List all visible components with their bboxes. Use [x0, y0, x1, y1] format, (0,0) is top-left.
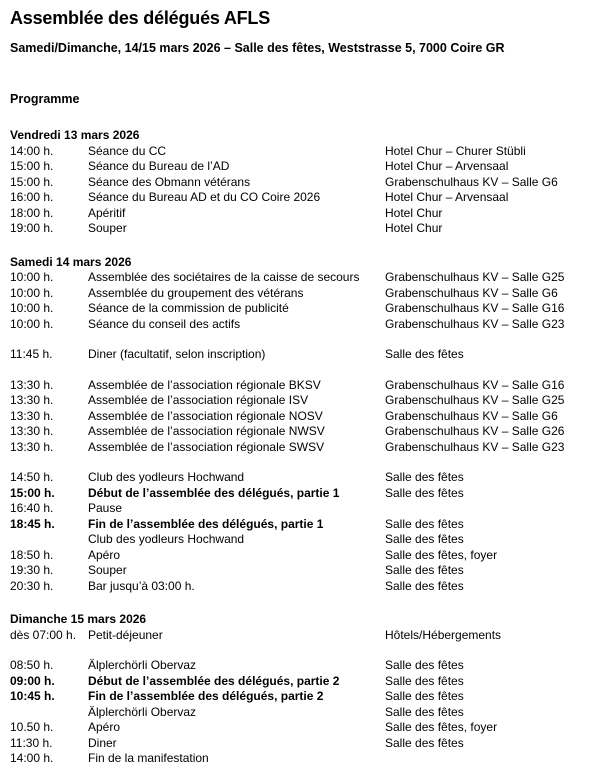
- location-cell: Hôtels/Hébergements: [385, 627, 502, 642]
- schedule-group: [10, 628, 594, 644]
- schedule-row: [10, 206, 594, 222]
- schedule-row: [10, 486, 594, 502]
- day-groups: [10, 144, 594, 237]
- location-cell: Salle des fêtes: [385, 563, 464, 577]
- location-cell: Grabenschulhaus KV – Salle G25: [385, 270, 565, 284]
- schedule-row: [10, 674, 594, 690]
- event-cell: Petit-déjeuner: [88, 627, 163, 642]
- location-cell: Hotel Chur – Arvensaal: [385, 159, 509, 173]
- time-cell: 10:00 h.: [10, 301, 54, 315]
- schedule-row: [10, 378, 594, 394]
- time-cell: 13:30 h.: [10, 393, 54, 407]
- schedule-group: [10, 347, 594, 363]
- time-cell: 08:50 h.: [10, 658, 54, 672]
- schedule-group: [10, 658, 594, 767]
- time-cell: 18:45 h.: [10, 516, 55, 531]
- event-cell: Diner: [88, 735, 117, 750]
- event-cell: Assemblée des sociétaires de la caisse de secours: [88, 270, 360, 284]
- schedule-row: [10, 548, 594, 564]
- event-cell: Fin de la manifestation: [88, 751, 209, 765]
- schedule-row: [10, 532, 594, 548]
- time-cell: 15:00 h.: [10, 485, 55, 500]
- location-cell: Grabenschulhaus KV – Salle G6: [385, 174, 558, 189]
- day-groups: [10, 628, 594, 767]
- document-title: Assemblée des délégués AFLS: [10, 8, 271, 28]
- schedule-row: [10, 579, 594, 595]
- location-cell: Grabenschulhaus KV – Salle G16: [385, 301, 565, 315]
- schedule-row: [10, 705, 594, 721]
- event-cell: Souper: [88, 221, 127, 235]
- day-section: [10, 612, 594, 767]
- day-section: [10, 128, 594, 237]
- event-cell: Apéro: [88, 720, 121, 734]
- event-cell: Début de l’assemblée des délégués, partie 1: [88, 485, 340, 500]
- day-section: [10, 255, 594, 595]
- event-cell: Älplerchörli Obervaz: [88, 704, 197, 719]
- schedule-row: [10, 751, 594, 767]
- event-cell: Älplerchörli Obervaz: [88, 658, 197, 672]
- schedule-group: [10, 270, 594, 332]
- schedule-row: [10, 720, 594, 736]
- schedule-row: [10, 393, 594, 409]
- location-cell: Grabenschulhaus KV – Salle G23: [385, 316, 565, 331]
- event-cell: Début de l’assemblée des délégués, partie 2: [88, 673, 340, 688]
- schedule-group: [10, 378, 594, 456]
- time-cell: 10:45 h.: [10, 689, 55, 703]
- time-cell: 13:30 h.: [10, 439, 54, 454]
- location-cell: Salle des fêtes: [385, 485, 464, 500]
- event-cell: Pause: [88, 501, 123, 515]
- location-cell: Hotel Chur: [385, 221, 443, 235]
- time-cell: 19:00 h.: [10, 221, 54, 235]
- programme-heading: Programme: [10, 92, 80, 106]
- time-cell: 14:50 h.: [10, 470, 54, 484]
- location-cell: Grabenschulhaus KV – Salle G16: [385, 377, 565, 392]
- location-cell: [385, 501, 594, 517]
- time-cell: 20:30 h.: [10, 578, 54, 593]
- schedule-row: [10, 689, 594, 705]
- time-cell: 16:00 h.: [10, 190, 54, 204]
- day-groups: [10, 270, 594, 594]
- schedule-row: [10, 409, 594, 425]
- schedule-row: [10, 175, 594, 191]
- location-cell: [385, 751, 594, 767]
- event-cell: Séance du CC: [88, 143, 167, 158]
- event-cell: Séance du Bureau AD et du CO Coire 2026: [88, 190, 321, 204]
- location-cell: Salle des fêtes: [385, 578, 464, 593]
- time-cell: dès 07:00 h.: [10, 627, 77, 642]
- event-cell: Apéritif: [88, 205, 126, 220]
- time-cell: 16:40 h.: [10, 501, 54, 515]
- schedule-row: [10, 628, 594, 644]
- time-cell: 14:00 h.: [10, 143, 54, 158]
- schedule-row: [10, 517, 594, 533]
- schedule-row: [10, 658, 594, 674]
- time-cell: 10:00 h.: [10, 285, 54, 300]
- location-cell: Grabenschulhaus KV – Salle G25: [385, 393, 565, 407]
- time-cell: [10, 705, 88, 721]
- schedule-row: [10, 159, 594, 175]
- event-cell: Fin de l’assemblée des délégués, partie 1: [88, 516, 324, 531]
- schedule-group: [10, 144, 594, 237]
- event-cell: Séance du Bureau de l’AD: [88, 159, 230, 173]
- schedule-row: [10, 501, 594, 517]
- event-cell: Séance des Obmann vétérans: [88, 174, 251, 189]
- location-cell: Salle des fêtes: [385, 347, 464, 361]
- day-header: Vendredi 13 mars 2026: [10, 128, 140, 142]
- time-cell: 09:00 h.: [10, 673, 55, 688]
- event-cell: Bar jusqu’à 03:00 h.: [88, 578, 195, 593]
- time-cell: 13:30 h.: [10, 408, 54, 423]
- location-cell: Salle des fêtes: [385, 673, 464, 688]
- time-cell: 14:00 h.: [10, 751, 54, 765]
- location-cell: Hotel Chur – Churer Stübli: [385, 143, 526, 158]
- location-cell: Salle des fêtes: [385, 704, 464, 719]
- time-cell: 15:00 h.: [10, 159, 54, 173]
- schedule-row: [10, 347, 594, 363]
- day-header: Samedi 14 mars 2026: [10, 254, 132, 269]
- schedule-row: [10, 270, 594, 286]
- location-cell: Salle des fêtes: [385, 735, 464, 750]
- time-cell: 11:45 h.: [10, 347, 53, 361]
- event-cell: Séance du conseil des actifs: [88, 316, 241, 331]
- location-cell: Hotel Chur: [385, 205, 443, 220]
- location-cell: Salle des fêtes: [385, 516, 464, 531]
- location-cell: Grabenschulhaus KV – Salle G6: [385, 408, 558, 423]
- event-cell: Fin de l’assemblée des délégués, partie 2: [88, 689, 324, 703]
- time-cell: 10:00 h.: [10, 316, 54, 331]
- location-cell: Salle des fêtes: [385, 532, 464, 546]
- time-cell: 19:30 h.: [10, 563, 54, 577]
- time-cell: [10, 532, 88, 548]
- time-cell: 18:50 h.: [10, 547, 54, 562]
- time-cell: 13:30 h.: [10, 424, 54, 438]
- schedule-group: [10, 470, 594, 594]
- schedule-row: [10, 736, 594, 752]
- event-cell: Assemblée de l’association régionale BKSV: [88, 377, 321, 392]
- time-cell: 11:30 h.: [10, 735, 53, 750]
- event-cell: Club des yodleurs Hochwand: [88, 532, 245, 546]
- event-cell: Apéro: [88, 547, 121, 562]
- event-cell: Diner (facultatif, selon inscription): [88, 347, 266, 361]
- event-cell: Assemblée de l’association régionale NWSV: [88, 424, 325, 438]
- schedule-row: [10, 440, 594, 456]
- location-cell: Salle des fêtes: [385, 658, 464, 672]
- schedule-row: [10, 563, 594, 579]
- schedule-row: [10, 317, 594, 333]
- event-cell: Assemblée de l’association régionale ISV: [88, 393, 309, 407]
- location-cell: Grabenschulhaus KV – Salle G6: [385, 285, 558, 300]
- location-cell: Salle des fêtes: [385, 689, 464, 703]
- location-cell: Grabenschulhaus KV – Salle G23: [385, 439, 565, 454]
- event-cell: Club des yodleurs Hochwand: [88, 470, 245, 484]
- document-subtitle: Samedi/Dimanche, 14/15 mars 2026 – Salle des fêtes, Weststrasse 5, 7000 Coire GR: [10, 41, 505, 55]
- schedule: [10, 128, 594, 767]
- location-cell: Grabenschulhaus KV – Salle G26: [385, 424, 565, 438]
- location-cell: Salle des fêtes, foyer: [385, 547, 498, 562]
- event-cell: Assemblée du groupement des vétérans: [88, 285, 304, 300]
- schedule-row: [10, 286, 594, 302]
- location-cell: Salle des fêtes: [385, 470, 464, 484]
- schedule-row: [10, 221, 594, 237]
- event-cell: Souper: [88, 563, 127, 577]
- schedule-row: [10, 190, 594, 206]
- schedule-row: [10, 301, 594, 317]
- time-cell: 10.50 h.: [10, 720, 54, 734]
- schedule-row: [10, 470, 594, 486]
- time-cell: 10:00 h.: [10, 270, 54, 284]
- time-cell: 13:30 h.: [10, 377, 54, 392]
- event-cell: Assemblée de l’association régionale NOSV: [88, 408, 323, 423]
- location-cell: Hotel Chur – Arvensaal: [385, 190, 509, 204]
- schedule-row: [10, 424, 594, 440]
- time-cell: 18:00 h.: [10, 205, 54, 220]
- event-cell: Assemblée de l’association régionale SWSV: [88, 439, 325, 454]
- day-header: Dimanche 15 mars 2026: [10, 612, 147, 626]
- schedule-row: [10, 144, 594, 160]
- event-cell: Séance de la commission de publicité: [88, 301, 289, 315]
- location-cell: Salle des fêtes, foyer: [385, 720, 498, 734]
- time-cell: 15:00 h.: [10, 174, 54, 189]
